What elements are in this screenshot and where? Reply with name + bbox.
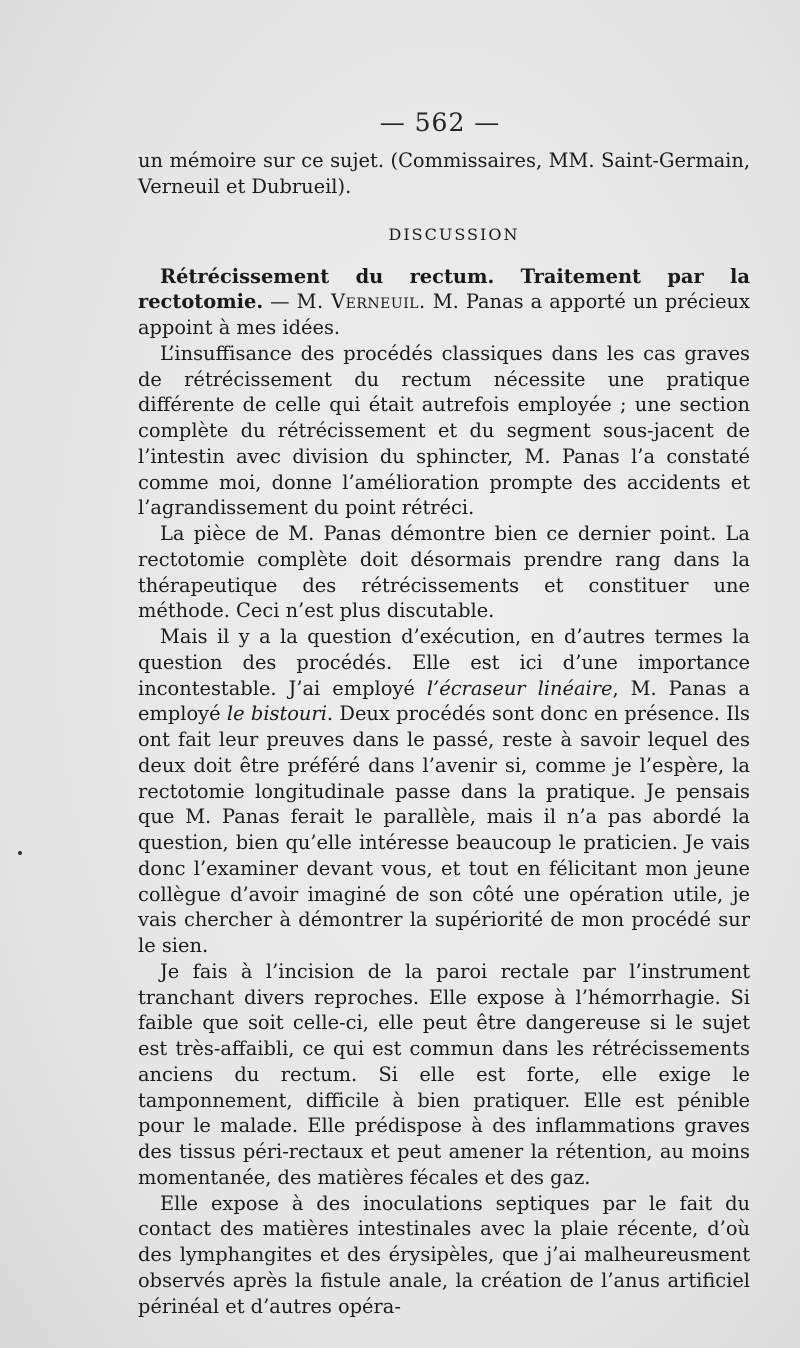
topic-paragraph: [138, 264, 750, 341]
paragraph-3-italic-1: l’écraseur linéaire: [426, 676, 613, 700]
paragraph-3: [138, 624, 750, 959]
paragraph-3-a: Mais il y a la question d’exécution, en d’autres termes la question des procédés. Elle est ici d’une importance incontestable. J’ai employé: [138, 625, 750, 700]
section-heading: DISCUSSION: [388, 224, 520, 244]
paragraph-2: La pièce de M. Panas démontre bien ce dernier point. La rectotomie complète doit désormais prendre rang dans la thérapeutique des rétrécissements et constituer une méthode. Ceci n’est plus discutable.: [138, 522, 750, 623]
topic-title: Rétrécissement du rectum. Traitement par la rectotomie.: [138, 264, 750, 314]
paragraph-5: Elle expose à des inoculations septiques par le fait du contact des matières intestinales avec la plaie récente, d’où des lymphangites et des érysipèles, que j’ai malheureusment observés après la fistule anale, la création de l’anus artificiel périnéal et d’autres opéra-: [138, 1191, 750, 1318]
text-body: [138, 148, 750, 1319]
ink-blot: [18, 851, 22, 855]
paragraph-3-b: , M. Panas a employé: [138, 676, 750, 726]
paragraph-3-italic-2: le bistouri: [226, 702, 327, 726]
paragraph-4: Je fais à l’incision de la paroi rectale par l’instrument tranchant divers reproches. Elle expose à l’hémorrhagie. Si faible que soit celle-ci, elle peut être dangereuse si le sujet est très-affaibli, ce qui est commun dans les rétrécissements anciens du rectum. Si elle est forte, elle exige le tamponnement, difficile à bien pratiquer. Elle est pénible pour le malade. Elle prédispose à des inflammations graves des tissus péri-rectaux et peut amener la rétention, au moins momentanée, des matières fécales et des gaz.: [138, 959, 750, 1189]
intro-paragraph: un mémoire sur ce sujet. (Commissaires, MM. Saint-Germain, Verneuil et Dubrueil).: [138, 149, 750, 198]
topic-dash: —: [263, 290, 297, 314]
speaker-name: M. Verneuil.: [296, 290, 426, 314]
paragraph-3-c: . Deux procédés sont donc en présence. Ils ont fait leur preuves dans le passé, reste à savoir lequel des deux doit être préféré dans l’avenir si, comme je l’espère, la rectotomie longitudinale passe dans la pratique. Je pensais que M. Panas ferait le parallèle, mais il n’a pas abordé la question, bien qu’elle intéresse beaucoup le praticien. Je vais donc l’examiner devant vous, et tout en félicitant mon jeune collègue d’avoir imaginé de son côté une opération utile, je vais chercher à démontrer la supériorité de mon procédé sur le sien.: [138, 702, 750, 957]
page-number: — 562 —: [379, 108, 501, 137]
paragraph-1: L’insuffisance des procédés classiques dans les cas graves de rétrécissement du rectum nécessite une pratique différente de celle qui était autrefois employée ; une section complète du rétrécissement et du segment sous-jacent de l’intestin avec division du sphincter, M. Panas l’a constaté comme moi, donne l’amélioration prompte des accidents et l’agrandissement du point rétréci.: [138, 341, 750, 520]
topic-rest: M. Panas a apporté un précieux appoint à mes idées.: [138, 290, 750, 339]
